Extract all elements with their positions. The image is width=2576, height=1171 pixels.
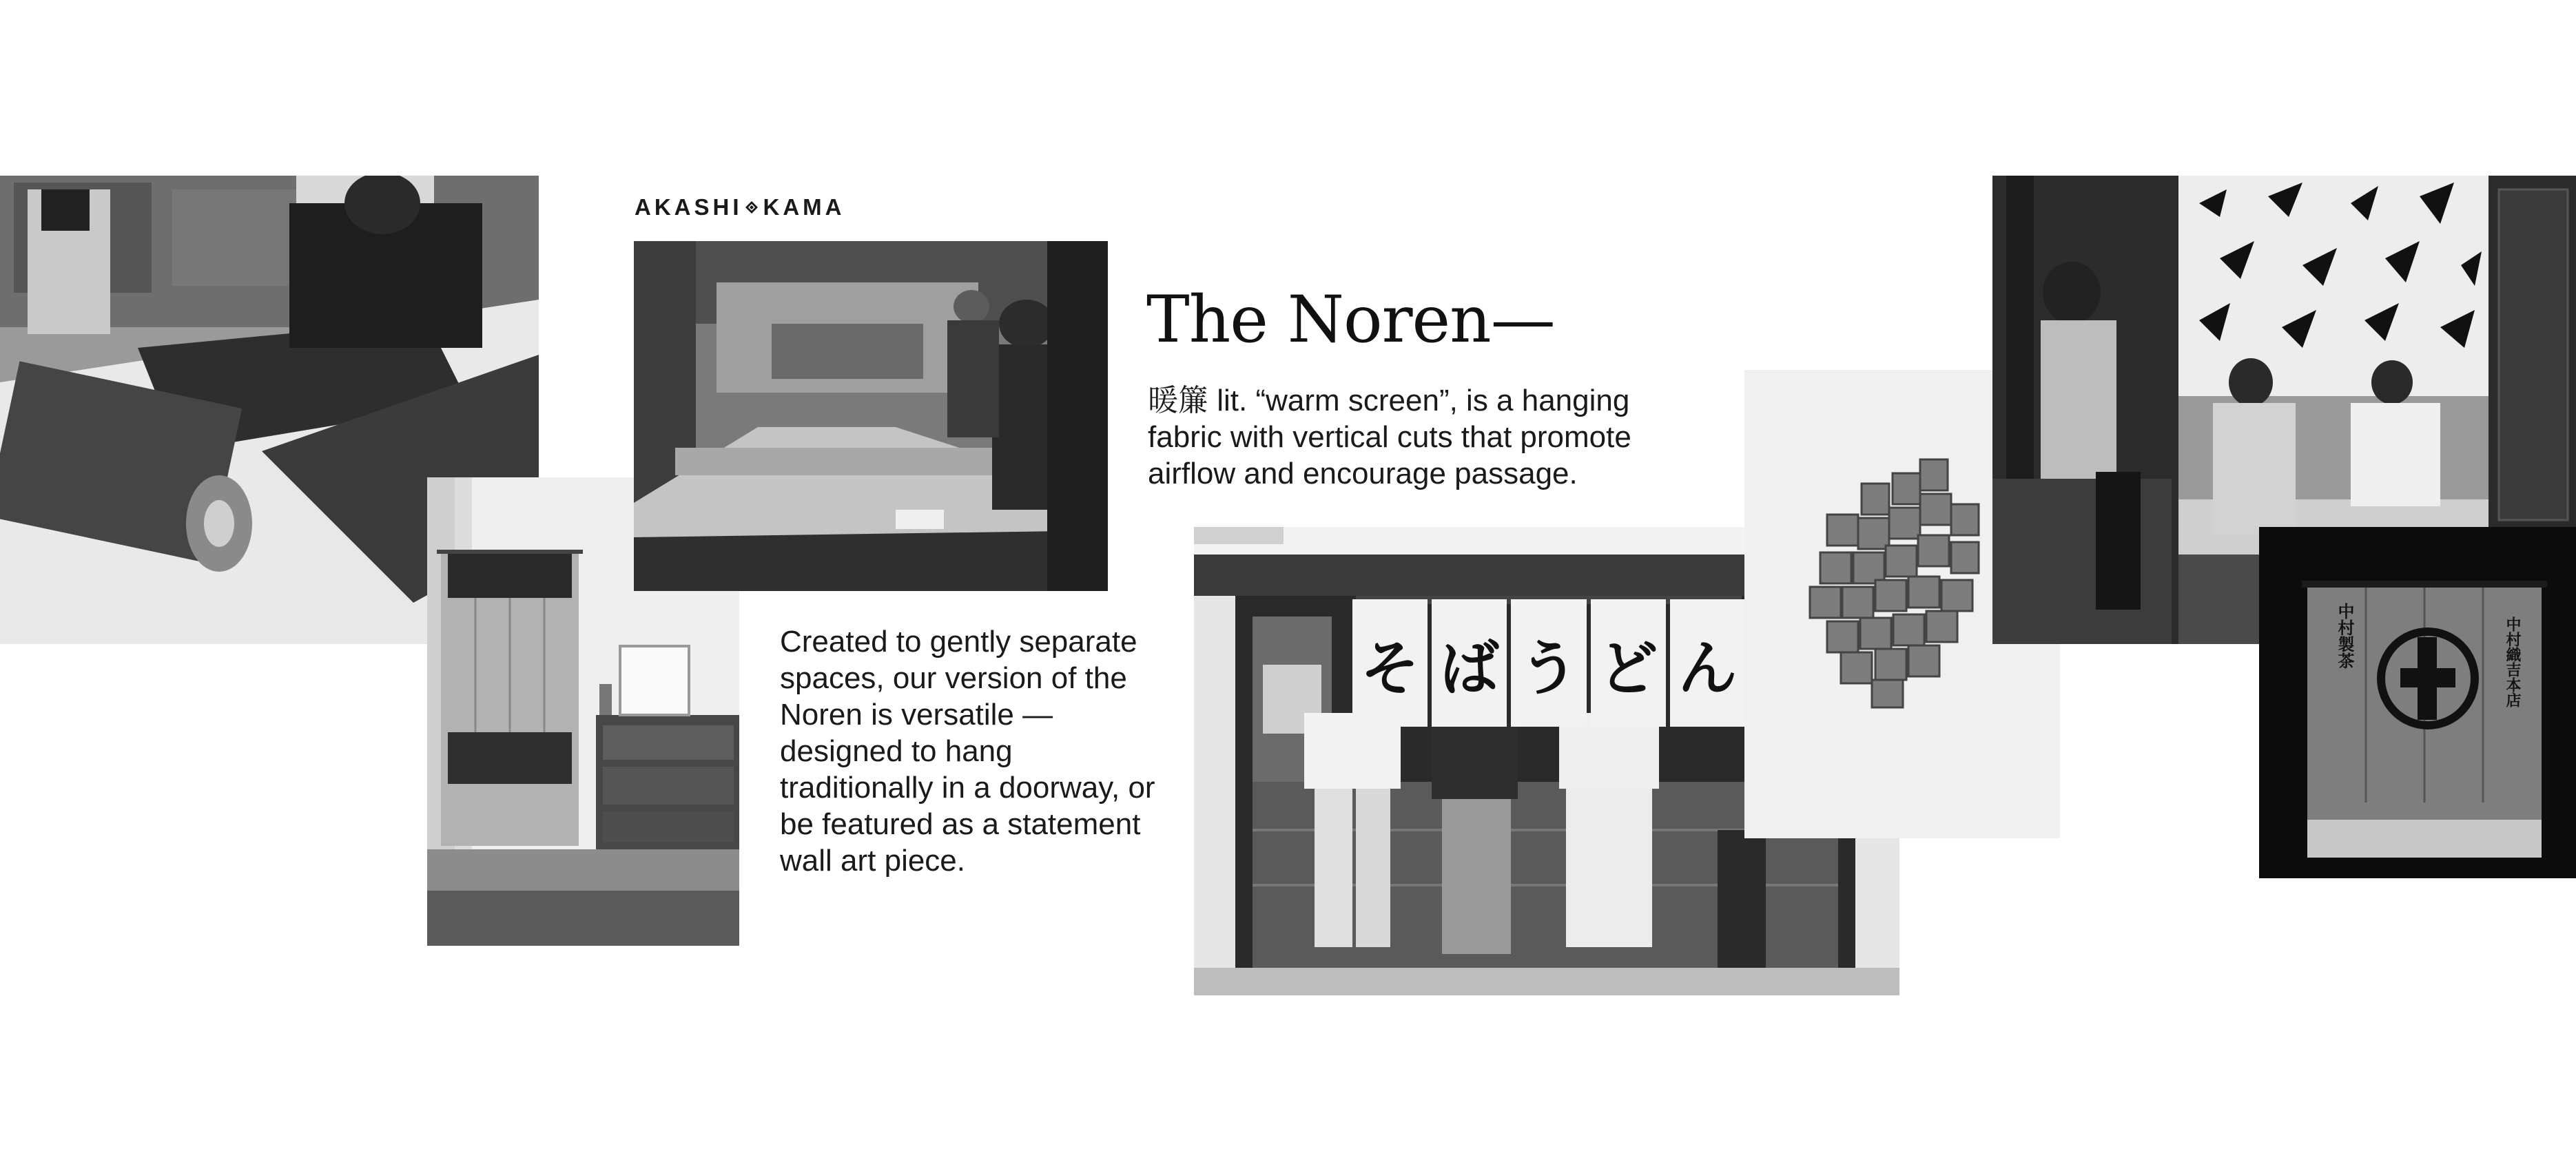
diamond-icon: [745, 201, 758, 214]
noren-panel-char: そ: [1360, 634, 1420, 703]
noren-panel: [1432, 599, 1507, 727]
noren-panel: [1670, 599, 1745, 727]
photo-workshop: [634, 241, 1108, 591]
soba-noren-sign: [1352, 599, 1745, 727]
noren-panel: [1591, 599, 1666, 727]
tea-noren-left-text: 中村製茶: [2335, 603, 2354, 669]
description-text: Created to gently separate spaces, our version of the Noren is versatile — designed to hang traditionally in a doorway, or be featured as a statement wall art piece.: [780, 625, 1155, 878]
page-title: The Noren—: [1146, 282, 1555, 357]
brand-logo: [635, 194, 845, 220]
brand-logo-left: AKASHI: [635, 194, 743, 220]
definition-text: 暖簾 lit. “warm screen”, is a hanging fabric with vertical cuts that promote airflow and encourage passage.: [1148, 384, 1631, 490]
noren-panel-char: う: [1519, 634, 1578, 703]
brand-logo-right: KAMA: [763, 194, 845, 220]
noren-panel: [1511, 599, 1586, 727]
noren-panel: [1352, 599, 1428, 727]
noren-panel-char: ん: [1678, 634, 1738, 703]
tea-noren-right-text: 中村織吉本店: [2504, 616, 2521, 707]
noren-panel-char: ど: [1598, 634, 1658, 703]
noren-panel-char: ば: [1439, 634, 1499, 703]
photo-tea-noren: [2259, 527, 2576, 878]
